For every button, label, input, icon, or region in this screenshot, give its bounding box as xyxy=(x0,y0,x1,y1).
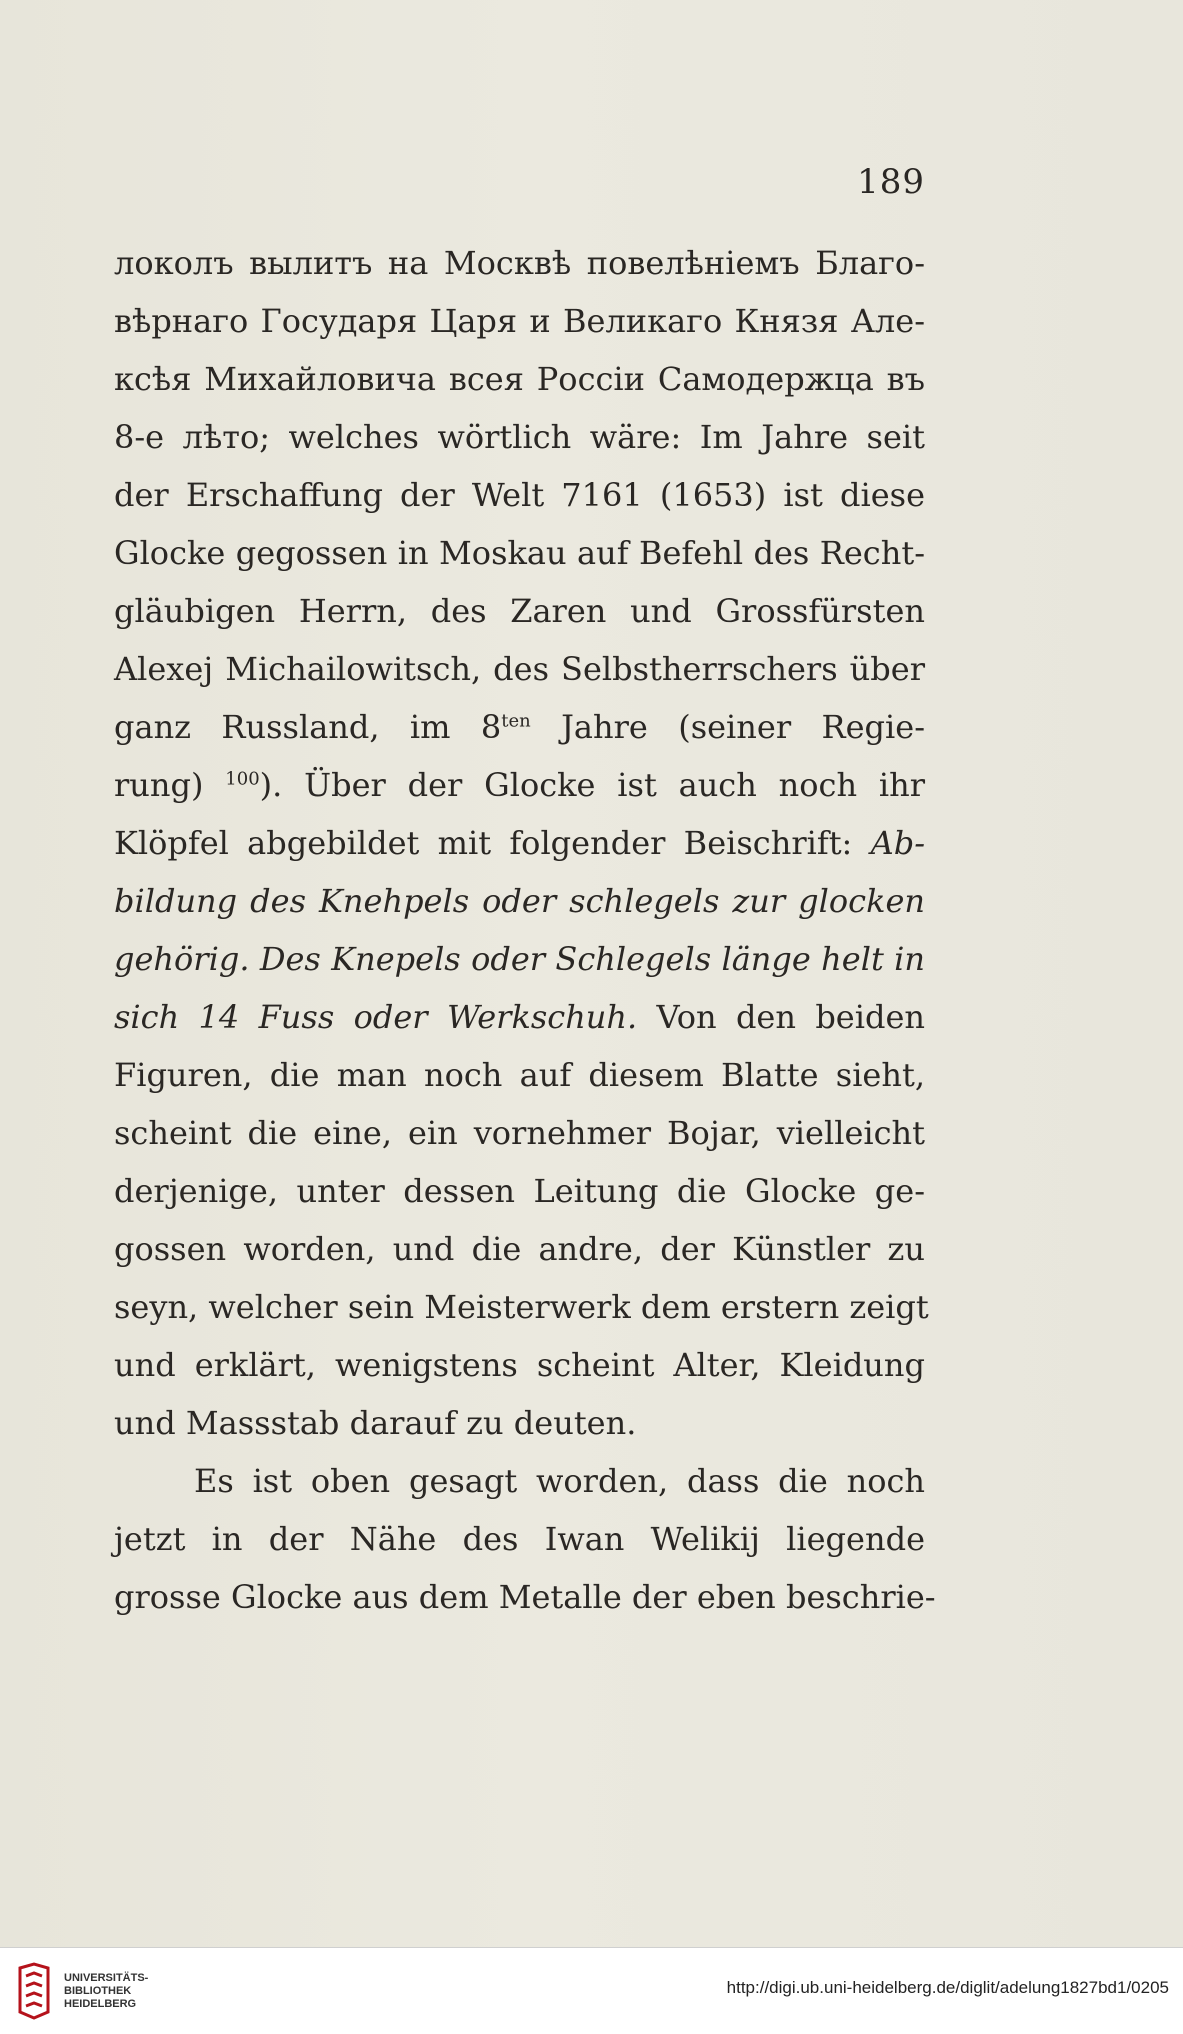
text-line xyxy=(114,1394,925,1452)
text-line xyxy=(114,756,925,814)
italic-text: bildung des Knehpels oder schlegels zur glocken xyxy=(114,882,925,920)
library-name-line: HEIDELBERG xyxy=(64,1998,137,2010)
text-segment: rung) xyxy=(114,766,226,804)
text-segment: 8-е лѣто; welches wörtlich wäre: Im Jahre seit xyxy=(114,418,925,456)
text-line xyxy=(114,1452,925,1510)
text-line xyxy=(114,524,925,582)
superscript: ten xyxy=(501,710,531,732)
footer-bar xyxy=(0,1947,1183,2034)
text-line xyxy=(114,350,925,408)
italic-text: sich 14 Fuss oder Werkschuh. xyxy=(114,998,638,1036)
body-text xyxy=(114,234,936,1626)
text-segment: Klöpfel abgebildet mit folgender Beischrift: xyxy=(114,824,871,862)
text-segment: und Massstab darauf zu deuten. xyxy=(114,1404,637,1442)
text-line xyxy=(114,1510,925,1568)
text-segment: ). Über der Glocke ist auch noch ihr xyxy=(259,766,925,804)
italic-text: Ab- xyxy=(870,824,925,862)
text-line xyxy=(114,1220,925,1278)
text-line xyxy=(114,1278,929,1336)
library-name xyxy=(64,1972,148,2011)
text-segment: Es ist oben gesagt worden, dass die noch xyxy=(194,1462,925,1500)
text-line xyxy=(114,292,925,350)
text-segment: ganz Russland, im 8 xyxy=(114,708,502,746)
text-line xyxy=(114,1336,925,1394)
library-logo-icon xyxy=(14,1962,54,2020)
source-url-link[interactable]: http://digi.ub.uni-heidelberg.de/diglit/adelung1827bd1/0205 xyxy=(726,1978,1169,1997)
library-name-line: BIBLIOTHEK xyxy=(64,1985,132,1997)
text-segment: gossen worden, und die andre, der Künstler zu xyxy=(114,1230,925,1268)
text-segment: gläubigen Herrn, des Zaren und Grossfürsten xyxy=(114,592,925,630)
text-segment: Figuren, die man noch auf diesem Blatte sieht, xyxy=(114,1056,925,1094)
text-line xyxy=(114,640,925,698)
text-segment: Jahre (seiner Regie- xyxy=(530,708,925,746)
text-line xyxy=(114,698,925,756)
text-line xyxy=(114,466,925,524)
text-segment: вѣрнаго Государя Царя и Великаго Князя Але- xyxy=(114,302,925,340)
text-line xyxy=(114,1104,925,1162)
text-line xyxy=(114,582,925,640)
superscript: 100 xyxy=(225,768,260,790)
text-line xyxy=(114,1568,936,1626)
italic-text: gehörig. Des Knepels oder Schlegels länge helt in xyxy=(114,940,925,978)
text-segment: локолъ вылитъ на Москвѣ повелѣнiемъ Благо- xyxy=(114,244,925,282)
text-line xyxy=(114,1162,925,1220)
text-segment: Von den beiden xyxy=(637,998,926,1036)
text-segment: Alexej Michailowitsch, des Selbstherrschers über xyxy=(114,650,925,688)
text-segment: derjenige, unter dessen Leitung die Glocke ge- xyxy=(114,1172,925,1210)
text-line xyxy=(114,1046,925,1104)
text-line xyxy=(114,930,925,988)
text-line xyxy=(114,408,925,466)
text-segment: grosse Glocke aus dem Metalle der eben beschrie- xyxy=(114,1578,936,1616)
text-line xyxy=(114,988,925,1046)
text-segment: ксѣя Михайловича всея Россiи Самодержца въ xyxy=(114,360,925,398)
text-segment: der Erschaffung der Welt 7161 (1653) ist diese xyxy=(114,476,925,514)
text-segment: Glocke gegossen in Moskau auf Befehl des Recht- xyxy=(114,534,925,572)
page-number: 189 xyxy=(857,162,925,202)
text-segment: und erklärt, wenigstens scheint Alter, Kleidung xyxy=(114,1346,925,1384)
library-name-line: UNIVERSITÄTS- xyxy=(64,1972,149,1984)
text-segment: scheint die eine, ein vornehmer Bojar, vielleicht xyxy=(114,1114,925,1152)
text-line xyxy=(114,872,925,930)
text-line xyxy=(114,814,925,872)
text-segment: seyn, welcher sein Meisterwerk dem erstern zeigt xyxy=(114,1288,929,1326)
text-segment: jetzt in der Nähe des Iwan Welikij liegende xyxy=(114,1520,925,1558)
text-line xyxy=(114,234,925,292)
